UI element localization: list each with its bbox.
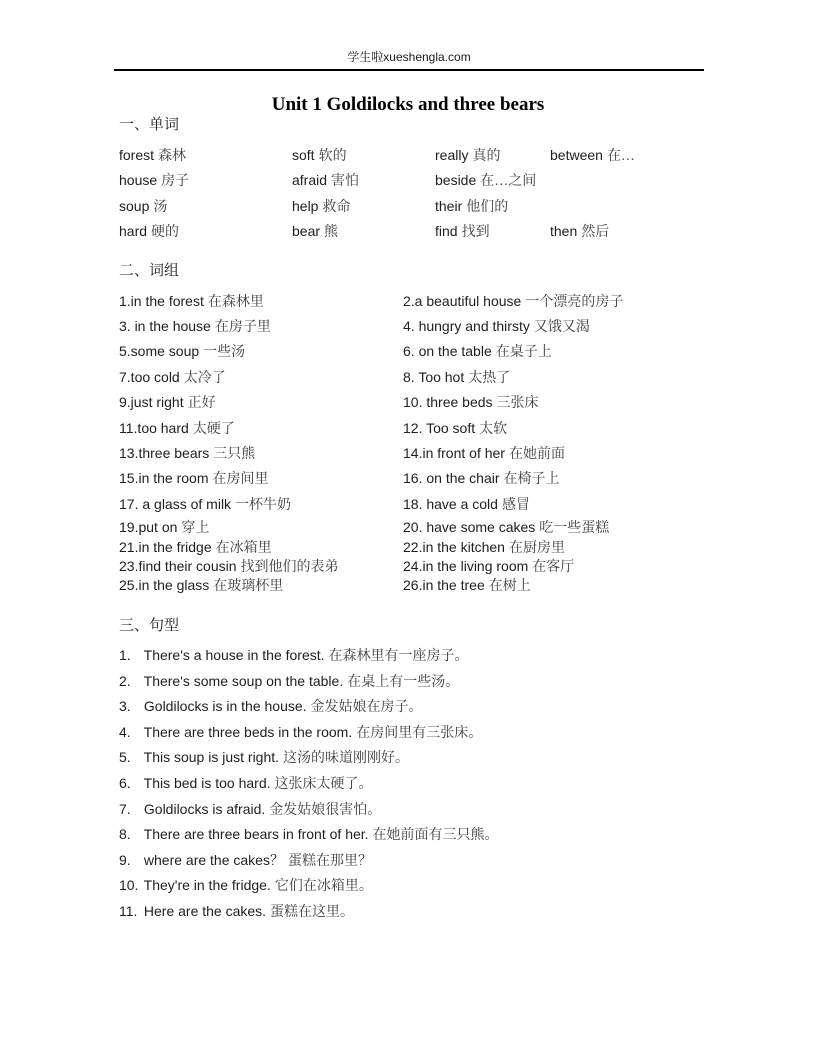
phrase-item [119, 365, 403, 390]
document-title: Unit 1 Goldilocks and three bears [271, 94, 545, 115]
phrases-list [119, 289, 720, 596]
english-text: Goldilocks is afraid. [143, 800, 266, 817]
phrase-item [403, 365, 510, 390]
english-text: 20. have some cakes [403, 519, 536, 536]
chinese-text: 他们的 [466, 199, 509, 215]
word-item [119, 194, 292, 219]
chinese-text: 金发姑娘很害怕。 [269, 802, 382, 818]
english-text: They're in the fridge. [143, 877, 271, 894]
section-heading-words: 一、单词 [119, 117, 180, 133]
phrase-item [119, 441, 403, 466]
section-heading-phrases: 二、词组 [119, 262, 180, 279]
phrase-row [119, 492, 720, 517]
chinese-text: 正好 [187, 396, 216, 412]
sentence-item [119, 771, 720, 797]
sentence-item [119, 873, 720, 899]
chinese-text: 这张床太硬了。 [274, 777, 373, 793]
english-text: There's some soup on the table. [143, 672, 344, 689]
document-body [0, 116, 816, 925]
phrase-item [119, 339, 403, 364]
english-text: 23.find their cousin [119, 558, 237, 575]
phrase-item [403, 314, 590, 339]
chinese-text: 太软 [479, 421, 508, 437]
chinese-text: 太硬了 [192, 421, 235, 437]
english-text: 14.in front of her [403, 444, 505, 461]
chinese-text: 硬的 [151, 225, 180, 241]
sentence-item [119, 899, 720, 925]
chinese-text: 又饿又渴 [533, 319, 590, 335]
chinese-text: 穿上 [181, 521, 210, 537]
english-text: This bed is too hard. [143, 775, 271, 792]
page-header [114, 0, 704, 71]
english-text: 17. a glass of milk [119, 495, 232, 512]
chinese-text: 三只熊 [213, 446, 256, 462]
phrase-item [403, 416, 507, 441]
chinese-text: 在森林里 [207, 294, 264, 310]
phrase-item [119, 314, 403, 339]
item-number: 2. [119, 672, 131, 689]
english-text: between [550, 147, 603, 163]
phrase-item [119, 492, 403, 517]
word-item [292, 168, 435, 193]
sentence-item [119, 745, 720, 771]
chinese-text: 一个漂亮的房子 [525, 294, 624, 310]
chinese-text: 然后 [581, 225, 610, 241]
phrase-item [119, 517, 403, 538]
phrase-row [119, 289, 720, 314]
english-text: This soup is just right. [143, 749, 280, 766]
chinese-text: 在房子里 [214, 319, 271, 335]
chinese-text: 一杯牛奶 [235, 497, 292, 513]
english-text: There are three beds in the room. [143, 723, 353, 740]
item-number: 11. [119, 903, 138, 920]
word-row [119, 194, 720, 219]
item-number: 8. [119, 826, 131, 843]
phrase-row [119, 416, 720, 441]
sentence-item [119, 720, 720, 746]
english-text: their [435, 197, 463, 214]
phrase-item [403, 441, 565, 466]
sentences-list [119, 643, 720, 925]
english-text: then [550, 223, 578, 240]
sentence-item [119, 694, 720, 720]
english-text: Here are the cakes. [143, 903, 267, 920]
phrase-item [403, 538, 565, 557]
chinese-text: 救命 [322, 199, 351, 215]
chinese-text: 找到他们的表弟 [240, 560, 339, 576]
site-name: 学生啦xueshengla.com [347, 50, 471, 64]
chinese-text: 在她前面 [508, 446, 565, 462]
word-row [119, 143, 720, 168]
chinese-text: 软的 [318, 149, 347, 164]
phrase-row [119, 557, 720, 576]
chinese-text: 在桌子上 [495, 345, 552, 361]
chinese-text: 一些汤 [203, 345, 246, 361]
chinese-text: 吃一些蛋糕 [539, 521, 610, 537]
item-number: 5. [119, 749, 131, 766]
word-item [119, 219, 292, 244]
word-item [119, 168, 292, 193]
chinese-text: 在客厅 [532, 560, 575, 576]
chinese-text: 它们在冰箱里。 [274, 879, 373, 895]
phrase-item [403, 576, 531, 595]
english-text: help [292, 197, 319, 214]
english-text: 26.in the tree [403, 577, 485, 594]
english-text: forest [119, 147, 155, 163]
phrase-item [403, 339, 552, 364]
phrase-row [119, 339, 720, 364]
chinese-text: 蛋糕在这里。 [270, 905, 355, 921]
phrase-item [119, 289, 403, 314]
chinese-text: 金发姑娘在房子。 [310, 700, 423, 716]
section-heading-sentences: 三、句型 [119, 618, 180, 635]
english-text: 6. on the table [403, 343, 492, 360]
phrase-item [119, 416, 403, 441]
phrase-item [403, 289, 623, 314]
english-text: 4. hungry and thirsty [403, 317, 530, 334]
chinese-text: 在她前面有三只熊。 [372, 828, 499, 844]
word-row [119, 168, 720, 193]
word-item [119, 143, 292, 168]
english-text: 11.too hard [119, 419, 189, 436]
chinese-text: 太冷了 [183, 370, 226, 386]
phrase-item [119, 557, 403, 576]
english-text: where are the cakes？ [143, 851, 284, 868]
phrase-item [403, 466, 560, 491]
english-text: really [435, 147, 469, 163]
chinese-text: 在… [606, 149, 635, 164]
english-text: 10. three beds [403, 394, 493, 411]
phrase-item [403, 492, 530, 517]
english-text: hard [119, 223, 148, 240]
phrase-item [119, 538, 403, 557]
chinese-text: 在厨房里 [508, 541, 565, 557]
chinese-text: 太热了 [468, 370, 511, 386]
item-number: 9. [119, 851, 131, 868]
english-text: 16. on the chair [403, 470, 500, 487]
chinese-text: 在桌上有一些汤。 [347, 674, 460, 690]
phrase-item [119, 576, 403, 595]
english-text: There are three bears in front of her. [143, 826, 369, 843]
phrase-row [119, 466, 720, 491]
english-text: bear [292, 223, 321, 240]
phrase-row [119, 314, 720, 339]
word-item [292, 194, 435, 219]
chinese-text: 在树上 [488, 579, 531, 595]
english-text: 5.some soup [119, 343, 200, 360]
english-text: find [435, 223, 458, 240]
phrase-row [119, 538, 720, 557]
chinese-text: 在房间里有三张床。 [356, 725, 483, 741]
word-item [435, 168, 550, 193]
english-text: 3. in the house [119, 317, 211, 334]
item-number: 10. [119, 877, 139, 894]
english-text: soup [119, 197, 150, 214]
chinese-text: 在森林里有一座房子。 [328, 649, 469, 665]
chinese-text: 害怕 [331, 174, 360, 190]
chinese-text: 真的 [472, 149, 501, 164]
item-number: 1. [119, 647, 131, 664]
sentence-item [119, 797, 720, 823]
english-text: soft [292, 147, 315, 163]
chinese-text: 在椅子上 [503, 472, 560, 488]
chinese-text: 在冰箱里 [215, 541, 272, 557]
english-text: 19.put on [119, 519, 178, 536]
english-text: afraid [292, 172, 328, 189]
english-text: 13.three bears [119, 444, 210, 461]
english-text: 1.in the forest [119, 292, 204, 309]
word-item [292, 143, 435, 168]
english-text: 8. Too hot [403, 368, 465, 385]
english-text: 25.in the glass [119, 577, 210, 594]
item-number: 6. [119, 775, 131, 792]
chinese-text: 森林 [158, 149, 187, 164]
phrase-row [119, 441, 720, 466]
english-text: 15.in the room [119, 470, 209, 487]
phrase-item [403, 517, 609, 538]
phrase-item [403, 557, 574, 576]
item-number: 7. [119, 800, 131, 817]
phrase-row [119, 390, 720, 415]
english-text: 2.a beautiful house [403, 292, 522, 309]
english-text: 22.in the kitchen [403, 539, 505, 556]
sentence-item [119, 848, 720, 874]
english-text: house [119, 172, 158, 189]
sentence-item [119, 822, 720, 848]
chinese-text: 蛋糕在那里？ [287, 853, 372, 869]
english-text: 18. have a cold [403, 495, 498, 512]
chinese-text: 这汤的味道刚刚好。 [283, 751, 410, 767]
english-text: 9.just right [119, 394, 184, 411]
word-item [435, 194, 550, 219]
english-text: Goldilocks is in the house. [143, 698, 307, 715]
phrase-item [119, 466, 403, 491]
english-text: 7.too cold [119, 368, 180, 385]
sentence-item [119, 643, 720, 669]
word-row [119, 219, 720, 244]
chinese-text: 找到 [461, 225, 490, 241]
english-text: beside [435, 172, 477, 189]
chinese-text: 熊 [324, 225, 339, 241]
phrase-item [403, 390, 539, 415]
word-item [292, 219, 435, 244]
chinese-text: 感冒 [501, 497, 530, 513]
english-text: There's a house in the forest. [143, 647, 325, 664]
chinese-text: 汤 [153, 199, 168, 215]
word-item [435, 219, 550, 244]
english-text: 12. Too soft [403, 419, 476, 436]
chinese-text: 三张床 [496, 396, 539, 412]
item-number: 3. [119, 698, 131, 715]
phrase-item [119, 390, 403, 415]
chinese-text: 房子 [161, 174, 190, 190]
words-list [119, 143, 720, 245]
phrase-row [119, 576, 720, 595]
phrase-row [119, 517, 720, 538]
word-item [550, 143, 635, 168]
word-item [435, 143, 550, 168]
chinese-text: 在…之间 [480, 174, 537, 190]
chinese-text: 在玻璃杯里 [213, 579, 284, 595]
word-item [550, 219, 609, 244]
phrase-row [119, 365, 720, 390]
english-text: 24.in the living room [403, 558, 529, 575]
sentence-item [119, 669, 720, 695]
item-number: 4. [119, 723, 131, 740]
english-text: 21.in the fridge [119, 539, 212, 556]
chinese-text: 在房间里 [212, 472, 269, 488]
